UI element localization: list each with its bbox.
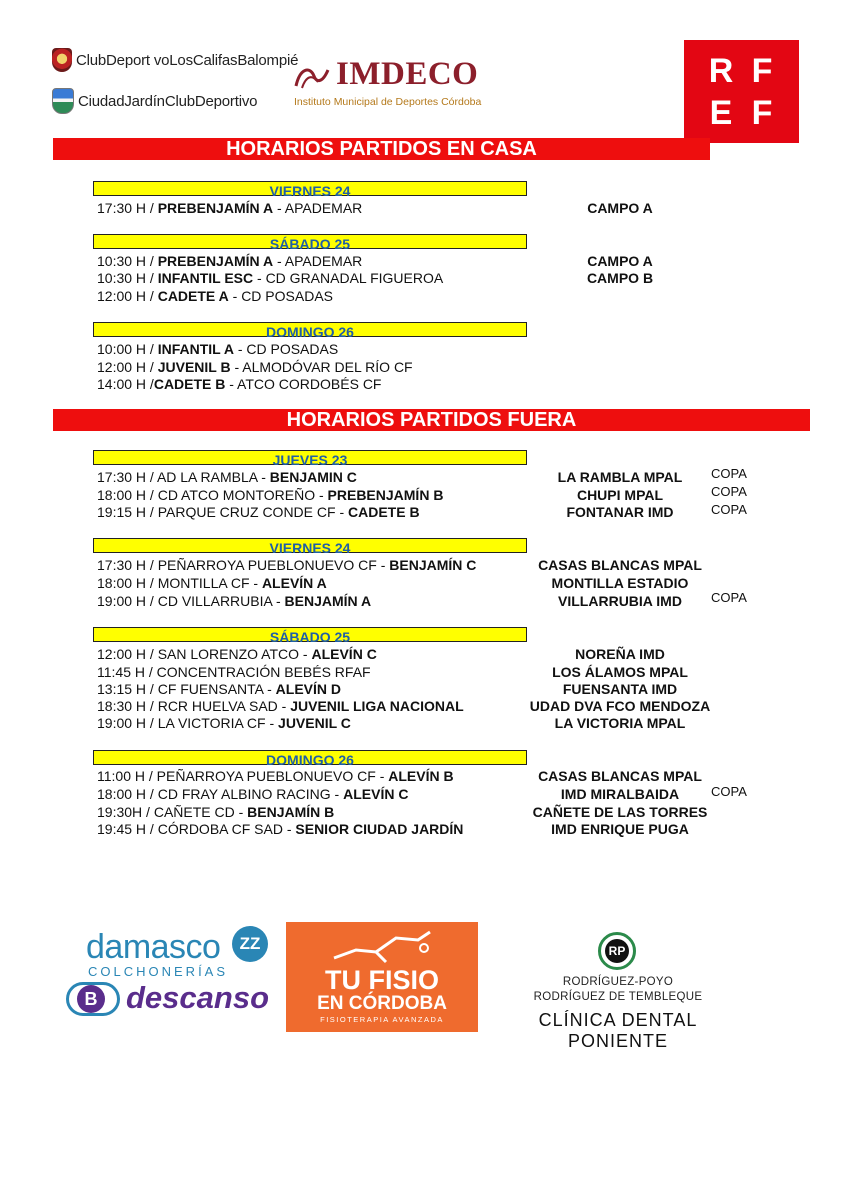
imdeco-logo [292, 56, 502, 112]
damasco-logo-text: damasco [86, 928, 221, 966]
dental-name-line1: RODRÍGUEZ-POYO [562, 976, 674, 988]
match-row: 14:00 H /CADETE B - ATCO CORDOBÉS CF [97, 376, 382, 392]
tu-fisio-logo [286, 922, 478, 1032]
descanso-logo-text: descanso [126, 980, 270, 1015]
imdeco-title: IMDECO [336, 56, 479, 92]
match-row: 10:30 H / INFANTIL ESC - CD GRANADAL FIGUEROA [97, 270, 444, 286]
dental-name-line2: RODRÍGUEZ DE TEMBLEQUE [533, 991, 703, 1003]
match-venue: CASAS BLANCAS MPAL [538, 768, 702, 784]
home-banner: HORARIOS PARTIDOS EN CASA [53, 138, 710, 160]
match-venue: CAÑETE DE LAS TORRES [532, 804, 708, 820]
rfef-letter: E [709, 94, 733, 132]
match-row: 12:00 H / SAN LORENZO ATCO - ALEVÍN C [97, 646, 377, 662]
day-header: SÁBADO 25 [93, 234, 527, 249]
fisio-tagline: FISIOTERAPIA AVANZADA [320, 1015, 444, 1024]
rfef-letter: R [708, 52, 734, 90]
match-venue: CHUPI MPAL [576, 487, 664, 503]
day-header: JUEVES 23 [93, 450, 527, 465]
rfef-logo [684, 40, 799, 143]
dental-logo-icon: RP [605, 939, 629, 963]
match-row: 11:00 H / PEÑARROYA PUEBLONUEVO CF - ALEVÍN B [97, 768, 454, 784]
match-venue: IMD MIRALBAIDA [560, 786, 680, 802]
imdeco-swirl-icon [292, 62, 332, 92]
rfef-letter: F [751, 52, 773, 90]
match-venue: CAMPO A [587, 253, 653, 269]
match-row: 18:30 H / RCR HUELVA SAD - JUVENIL LIGA NACIONAL [97, 698, 464, 714]
away-banner: HORARIOS PARTIDOS FUERA [53, 409, 810, 431]
rfef-letter: F [751, 94, 773, 132]
califas-crest-icon [52, 48, 72, 72]
match-note: COPA [711, 590, 747, 605]
match-venue: FUENSANTA IMD [562, 681, 678, 697]
match-row: 12:00 H / JUVENIL B - ALMODÓVAR DEL RÍO CF [97, 359, 413, 375]
match-row: 19:45 H / CÓRDOBA CF SAD - SENIOR CIUDAD JARDÍN [97, 821, 464, 837]
club-califas-name: ClubDeport voLosCalifasBalompié [76, 51, 299, 69]
day-header: VIERNES 24 [93, 181, 527, 196]
match-row: 17:30 H / PEÑARROYA PUEBLONUEVO CF - BENJAMÍN C [97, 557, 477, 573]
club-ciudad-jardin-logo [52, 88, 257, 114]
zz-sleep-icon: ZZ [232, 926, 268, 962]
club-ciudad-jardin-name: CiudadJardínClubDeportivo [78, 92, 258, 110]
match-venue: IMD ENRIQUE PUGA [551, 821, 689, 837]
match-row: 18:00 H / CD FRAY ALBINO RACING - ALEVÍN C [97, 786, 409, 802]
fisio-subtitle: EN CÓRDOBA [317, 993, 447, 1014]
match-venue: CAMPO A [587, 200, 653, 216]
match-note: COPA [711, 466, 747, 481]
day-header: SÁBADO 25 [93, 627, 527, 642]
match-row: 17:30 H / AD LA RAMBLA - BENJAMIN C [97, 469, 357, 485]
ciudad-jardin-crest-icon [52, 88, 74, 114]
match-row: 12:00 H / CADETE A - CD POSADAS [97, 288, 333, 304]
match-note: COPA [711, 484, 747, 499]
match-venue: MONTILLA ESTADIO [551, 575, 689, 591]
match-venue: CAMPO B [586, 270, 654, 286]
match-row: 10:00 H / INFANTIL A - CD POSADAS [97, 341, 339, 357]
match-row: 19:00 H / CD VILLARRUBIA - BENJAMÍN A [97, 593, 372, 609]
day-header: DOMINGO 26 [93, 322, 527, 337]
match-row: 11:45 H / CONCENTRACIÓN BEBÉS RFAF [97, 664, 371, 680]
match-venue: LOS ÁLAMOS MPAL [552, 664, 688, 680]
day-header: DOMINGO 26 [93, 750, 527, 765]
fisio-title: TU FISIO [325, 965, 439, 995]
runner-icon [326, 928, 438, 964]
descanso-b-icon: B [77, 985, 105, 1013]
match-row: 17:30 H / PREBENJAMÍN A - APADEMAR [97, 200, 363, 216]
match-note: COPA [711, 502, 747, 517]
match-row: 19:15 H / PARQUE CRUZ CONDE CF - CADETE B [97, 504, 420, 520]
match-venue: LA RAMBLA MPAL [557, 469, 683, 485]
match-venue: FONTANAR IMD [566, 504, 674, 520]
dental-clinic-name: CLÍNICA DENTAL PONIENTE [538, 1010, 698, 1051]
match-venue: LA VICTORIA MPAL [554, 715, 686, 731]
match-row: 19:30H / CAÑETE CD - BENJAMÍN B [97, 804, 335, 820]
imdeco-subtitle: Instituto Municipal de Deportes Córdoba [294, 96, 482, 108]
match-row: 13:15 H / CF FUENSANTA - ALEVÍN D [97, 681, 342, 697]
match-venue: NOREÑA IMD [575, 646, 665, 662]
match-row: 18:00 H / MONTILLA CF - ALEVÍN A [97, 575, 327, 591]
match-note: COPA [711, 784, 747, 799]
match-row: 19:00 H / LA VICTORIA CF - JUVENIL C [97, 715, 351, 731]
match-venue: VILLARRUBIA IMD [558, 593, 682, 609]
match-venue: CASAS BLANCAS MPAL [538, 557, 702, 573]
match-venue: UDAD DVA FCO MENDOZA [529, 698, 711, 714]
club-califas-logo [52, 48, 298, 72]
colchonerias-text: COLCHONERÍAS [88, 964, 229, 979]
day-header: VIERNES 24 [93, 538, 527, 553]
match-row: 18:00 H / CD ATCO MONTOREÑO - PREBENJAMÍN B [97, 487, 444, 503]
match-row: 10:30 H / PREBENJAMÍN A - APADEMAR [97, 253, 363, 269]
